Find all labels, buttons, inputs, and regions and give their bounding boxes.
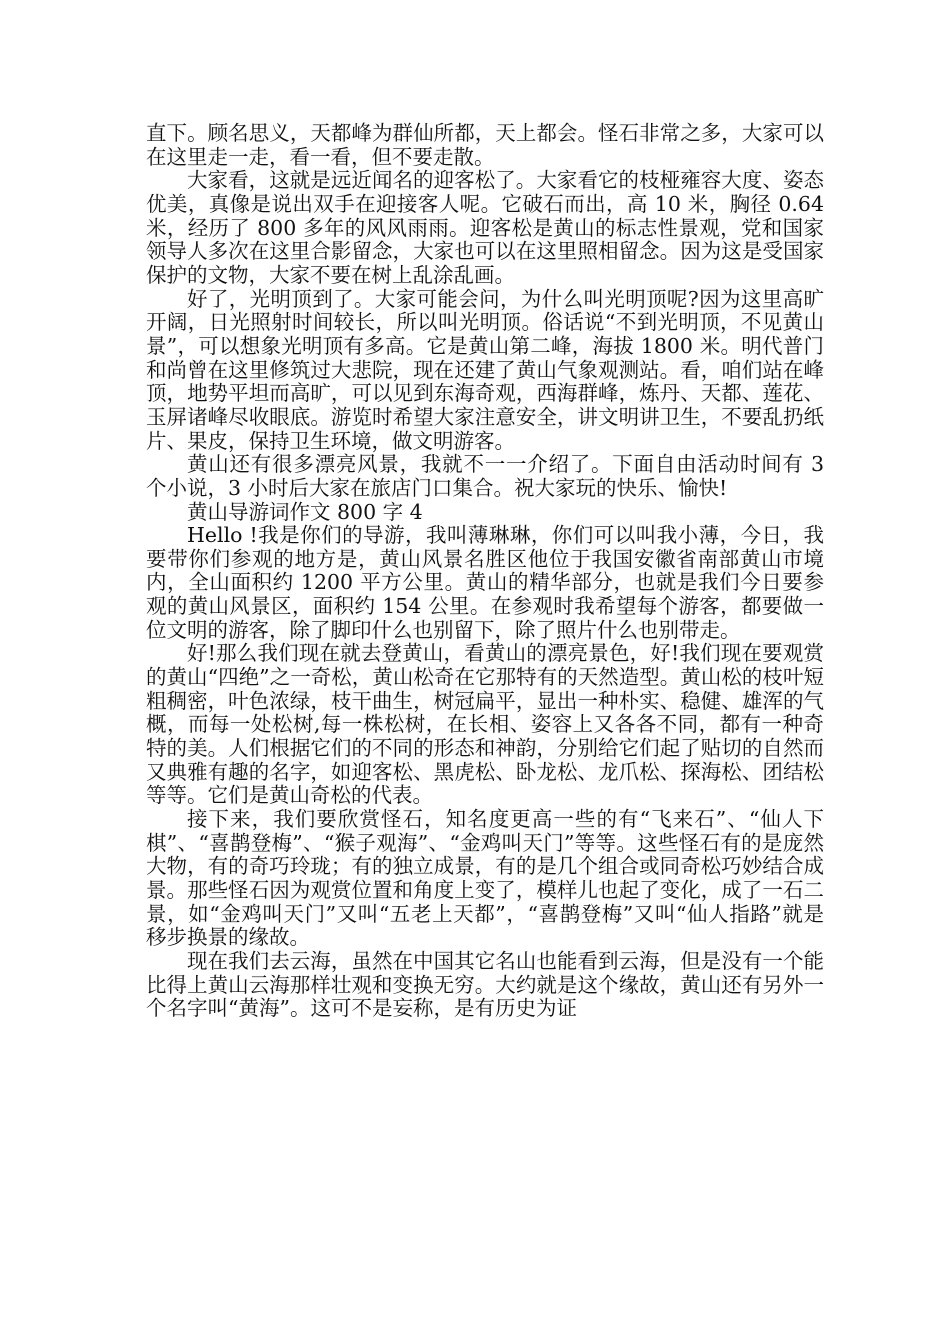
document-page [146,122,824,1021]
paragraph-strange-rocks: 接下来，我们要欣赏怪石，知名度更高一些的有“飞来石”、“仙人下棋”、“喜鹊登梅”、“猴子观海”、“金鸡叫天门”等等。这些怪石有的是庞然大物，有的奇巧玲珑；有的独立成景，有的是几个组合或同奇松巧妙结合成景。那些怪石因为观赏位置和角度上变了，模样儿也起了变化，成了一石二景，如“金鸡叫天门”又叫“五老上天都”，“喜鹊登梅”又叫“仙人指路”就是移步换景的缘故。 [146,807,824,950]
paragraph-tiandu-peak: 直下。顾名思义，天都峰为群仙所都，天上都会。怪石非常之多，大家可以在这里走一走，看一看，但不要走散。 [146,121,824,169]
paragraph-sea-of-clouds: 现在我们去云海，虽然在中国其它名山也能看到云海，但是没有一个能比得上黄山云海那样壮观和变换无穷。大约就是这个缘故，黄山还有另外一个名字叫“黄海”。这可不是妄称，是有历史为证 [146,948,824,1021]
section-heading: 黄山导游词作文 800 字 4 [187,499,423,524]
paragraph-guide-intro: Hello !我是你们的导游，我叫薄琳琳，你们可以叫我小薄，今日，我要带你们参观的地方是，黄山风景名胜区他位于我国安徽省南部黄山市境内，全山面积约 1200 平方公里。黄山的精华部分，也就是我们今日要参观的黄山风景区，面积约 154 公里。在参观时我希望每个游客，都要做一位文明的游客，除了脚印什么也别留下，除了照片什么也别带走。 [146,523,824,642]
paragraph-welcome-pine: 大家看，这就是远近闻名的迎客松了。大家看它的枝桠雍容大度、姿态优美，真像是说出双手在迎接客人呢。它破石而出，高 10 米，胸径 0.64 米，经历了 800 多年的风风雨雨。迎客松是黄山的标志性景观，党和国家领导人多次在这里合影留念，大家也可以在这里照相留念。因为这是受国家保护的文物，大家不要在树上乱涂乱画。 [146,168,824,287]
paragraph-strange-pines: 好!那么我们现在就去登黄山，看黄山的漂亮景色，好!我们现在要观赏的黄山“四绝”之一奇松，黄山松奇在它那特有的天然造型。黄山松的枝叶短粗稠密，叶色浓绿，枝干曲生，树冠扁平，显出一种朴实、稳健、雄浑的气概，而每一处松树,每一株松树，在长相、姿容上又各各不同，都有一种奇特的美。人们根据它们的不同的形态和神韵，分别给它们起了贴切的自然而又典雅有趣的名字，如迎客松、黑虎松、卧龙松、龙爪松、探海松、团结松等等。它们是黄山奇松的代表。 [146,641,824,808]
paragraph-free-time: 黄山还有很多漂亮风景，我就不一一介绍了。下面自由活动时间有 3 个小说，3 小时后大家在旅店门口集合。祝大家玩的快乐、愉快! [146,452,824,500]
paragraph-guangming-summit: 好了，光明顶到了。大家可能会问，为什么叫光明顶呢?因为这里高旷开阔，日光照射时间较长，所以叫光明顶。俗话说“不到光明顶，不见黄山景”，可以想象光明顶有多高。它是黄山第二峰，海拔 1800 米。明代普门和尚曾在这里修筑过大悲院，现在还建了黄山气象观测站。看，咱们站在峰顶，地势平坦而高旷，可以见到东海奇观，西海群峰，炼丹、天都、莲花、玉屏诸峰尽收眼底。游览时希望大家注意安全，讲文明讲卫生，不要乱扔纸片、果皮，保持卫生环境，做文明游客。 [146,286,824,453]
